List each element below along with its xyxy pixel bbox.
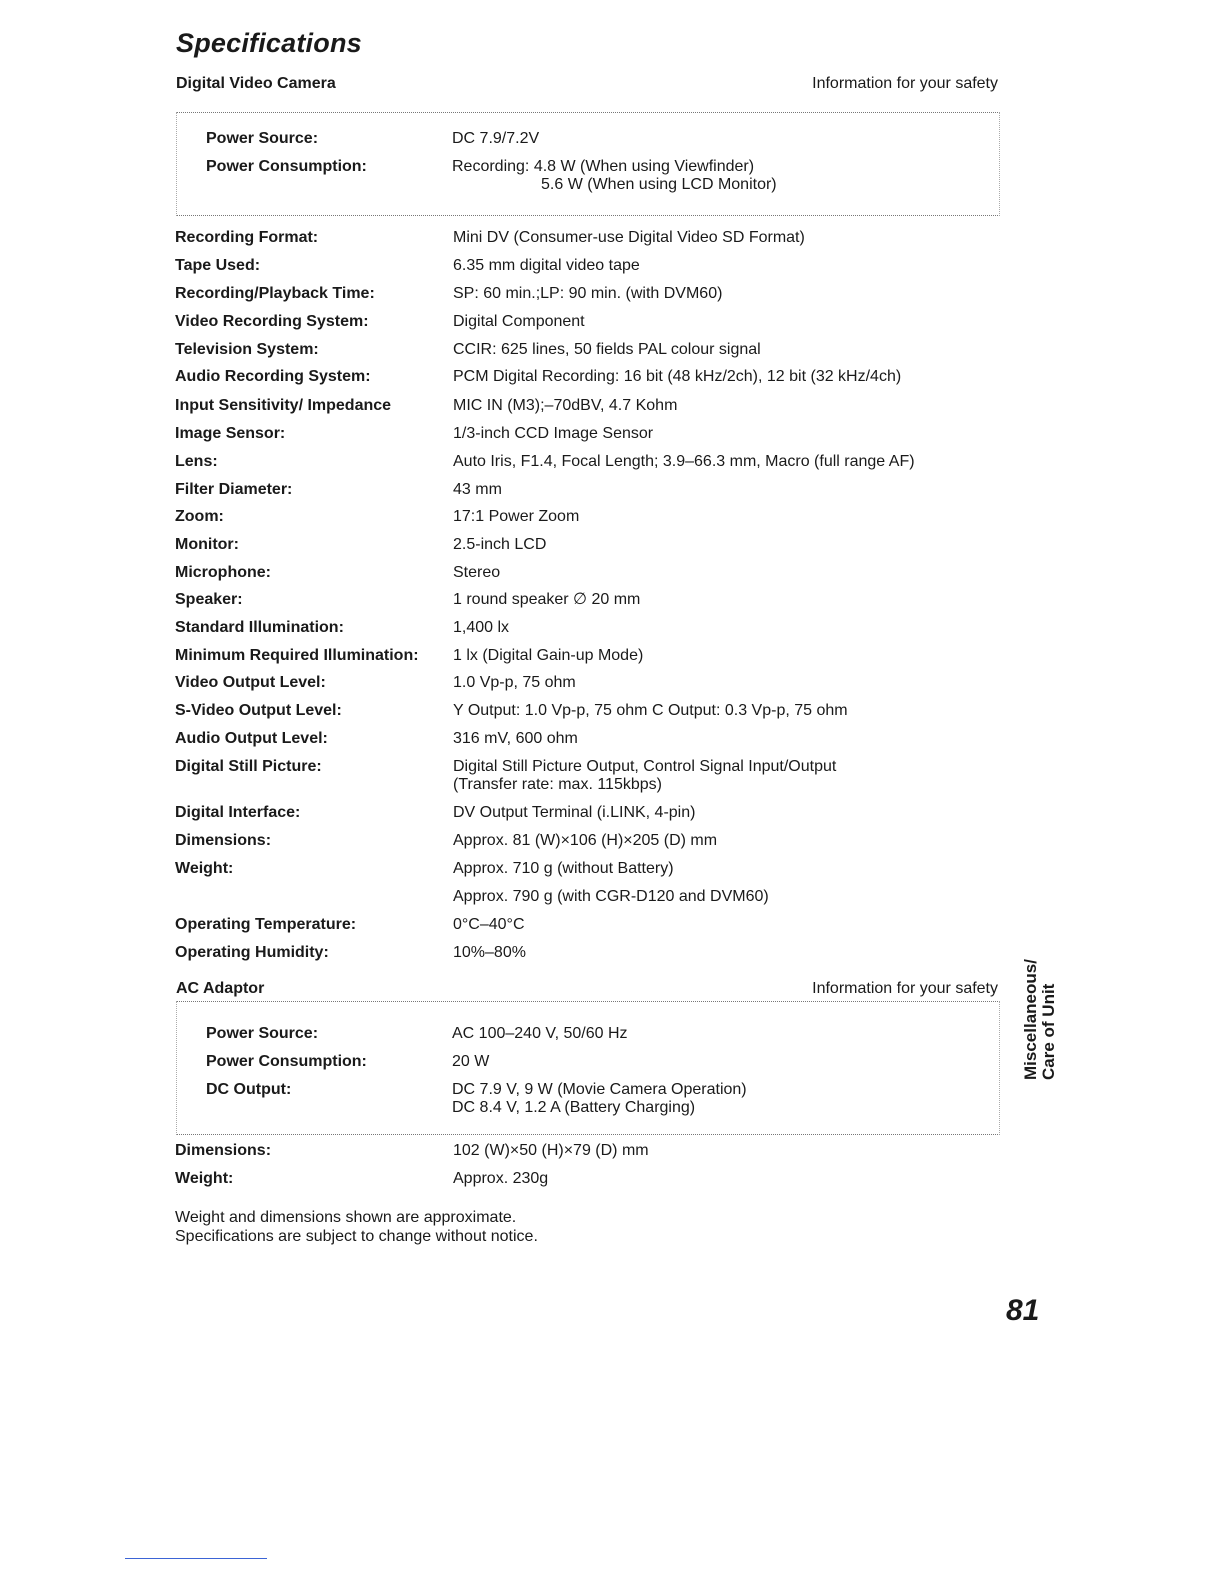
spec-value (452, 158, 986, 194)
spec-value: 1 lx (Digital Gain-up Mode) (453, 647, 644, 664)
camera-spec-row (175, 832, 1005, 850)
page-number: 81 (1006, 1294, 1040, 1327)
spec-value-line: DC 8.4 V, 1.2 A (Battery Charging) (452, 1099, 696, 1116)
camera-spec-row (175, 702, 1005, 720)
camera-spec-row (175, 368, 1005, 386)
spec-label: Monitor: (175, 536, 239, 553)
spec-value: 2.5-inch LCD (453, 536, 547, 553)
spec-label: Power Source: (206, 130, 319, 147)
camera-spec-row (175, 804, 1005, 822)
camera-spec-row (175, 564, 1005, 582)
spec-label: Digital Interface: (175, 804, 301, 821)
spec-value: Approx. 81 (W)×106 (H)×205 (D) mm (453, 832, 718, 849)
spec-label: Video Recording System: (175, 313, 369, 330)
adaptor-spec-row (175, 1142, 1005, 1160)
camera-spec-row (175, 536, 1005, 554)
spec-label: Video Output Level: (175, 674, 326, 691)
spec-label: Standard Illumination: (175, 619, 344, 636)
spec-label: Digital Still Picture: (175, 758, 322, 775)
spec-label: Lens: (175, 453, 218, 470)
spec-label: Microphone: (175, 564, 271, 581)
adaptor-boxed-row (206, 1053, 986, 1071)
spec-label: Dimensions: (175, 832, 272, 849)
camera-spec-row (175, 647, 1005, 665)
spec-value: Digital Component (453, 313, 585, 330)
spec-label: Image Sensor: (175, 425, 286, 442)
page-title: Specifications (176, 28, 362, 58)
camera-heading: Digital Video Camera (176, 75, 336, 92)
camera-boxed-row (206, 158, 986, 194)
camera-spec-row (175, 591, 1005, 609)
camera-section-heading (176, 75, 998, 93)
camera-spec-row (175, 888, 1005, 906)
spec-value: Stereo (453, 564, 501, 581)
spec-label: Weight: (175, 860, 234, 877)
footnote (175, 1208, 538, 1246)
camera-spec-row (175, 425, 1005, 443)
spec-label: Speaker: (175, 591, 243, 608)
camera-spec-row (175, 481, 1005, 499)
camera-safety-label: Information for your safety (812, 75, 998, 92)
spec-value: 1.0 Vp-p, 75 ohm (453, 674, 576, 691)
spec-value (453, 758, 1005, 794)
spec-label: Audio Recording System: (175, 368, 371, 385)
side-tab-line: Miscellaneous/ (1021, 959, 1040, 1080)
spec-label: Television System: (175, 341, 319, 358)
spec-value: 0°C–40°C (453, 916, 525, 933)
spec-value: CCIR: 625 lines, 50 fields PAL colour signal (453, 341, 761, 358)
camera-spec-row (175, 758, 1005, 794)
spec-label (175, 888, 453, 906)
section-side-tab (1022, 959, 1058, 1080)
spec-label: Tape Used: (175, 257, 261, 274)
camera-spec-row (175, 397, 1005, 415)
spec-label: Power Consumption: (206, 1053, 367, 1070)
spec-value: AC 100–240 V, 50/60 Hz (452, 1025, 628, 1042)
spec-value: PCM Digital Recording: 16 bit (48 kHz/2ch), 12 bit (32 kHz/4ch) (453, 368, 902, 385)
camera-spec-row (175, 944, 1005, 962)
spec-value: Approx. 790 g (with CGR-D120 and DVM60) (453, 888, 769, 905)
spec-value: MIC IN (M3);–70dBV, 4.7 Kohm (453, 397, 678, 414)
camera-spec-row (175, 285, 1005, 303)
spec-label: Audio Output Level: (175, 730, 328, 747)
camera-spec-row (175, 860, 1005, 878)
spec-label: DC Output: (206, 1081, 292, 1098)
spec-label: Recording/Playback Time: (175, 285, 375, 302)
spec-value (452, 1081, 986, 1117)
spec-value: 102 (W)×50 (H)×79 (D) mm (453, 1142, 649, 1159)
spec-value-line: Digital Still Picture Output, Control Signal Input/Output (453, 758, 837, 775)
adaptor-heading: AC Adaptor (176, 980, 265, 997)
spec-label: Filter Diameter: (175, 481, 293, 498)
spec-value: Y Output: 1.0 Vp-p, 75 ohm C Output: 0.3 Vp-p, 75 ohm (453, 702, 848, 719)
camera-spec-row (175, 453, 1005, 471)
spec-value-line: DC 7.9 V, 9 W (Movie Camera Operation) (452, 1081, 747, 1098)
spec-label: Operating Temperature: (175, 916, 357, 933)
spec-value: SP: 60 min.;LP: 90 min. (with DVM60) (453, 285, 723, 302)
spec-value: Approx. 230g (453, 1170, 549, 1187)
spec-value: Approx. 710 g (without Battery) (453, 860, 674, 877)
spec-value: Mini DV (Consumer-use Digital Video SD Format) (453, 229, 805, 246)
footer-rule (125, 1558, 267, 1559)
camera-spec-row (175, 916, 1005, 934)
adaptor-safety-label: Information for your safety (812, 980, 998, 997)
spec-value-line: 5.6 W (When using LCD Monitor) (541, 176, 777, 193)
adaptor-section-heading (176, 980, 998, 998)
camera-spec-row (175, 508, 1005, 526)
spec-label: Power Consumption: (206, 158, 367, 175)
camera-spec-row (175, 674, 1005, 692)
adaptor-boxed-row (206, 1025, 986, 1043)
spec-label: Recording Format: (175, 229, 319, 246)
adaptor-spec-row (175, 1170, 1005, 1188)
spec-value: 1,400 lx (453, 619, 510, 636)
spec-value: 6.35 mm digital video tape (453, 257, 640, 274)
camera-spec-row (175, 257, 1005, 275)
spec-value-line: (Transfer rate: max. 115kbps) (453, 776, 662, 793)
spec-label: Minimum Required Illumination: (175, 647, 419, 664)
footnote-line: Specifications are subject to change without notice. (175, 1228, 538, 1245)
spec-value: 20 W (452, 1053, 490, 1070)
camera-spec-row (175, 341, 1005, 359)
camera-spec-row (175, 313, 1005, 331)
camera-spec-row (175, 619, 1005, 637)
spec-label: Input Sensitivity/ Impedance (175, 397, 392, 414)
spec-value: 316 mV, 600 ohm (453, 730, 578, 747)
spec-value: 17:1 Power Zoom (453, 508, 580, 525)
spec-label: Zoom: (175, 508, 224, 525)
spec-label: Power Source: (206, 1025, 319, 1042)
side-tab-line: Care of Unit (1039, 983, 1058, 1080)
spec-value: DV Output Terminal (i.LINK, 4-pin) (453, 804, 696, 821)
spec-value: 10%–80% (453, 944, 526, 961)
camera-spec-row (175, 730, 1005, 748)
spec-value: 1/3-inch CCD Image Sensor (453, 425, 654, 442)
spec-label: Operating Humidity: (175, 944, 329, 961)
spec-value: 1 round speaker ∅ 20 mm (453, 591, 641, 608)
spec-value-line: Recording: 4.8 W (When using Viewfinder) (452, 158, 755, 175)
camera-boxed-row (206, 130, 986, 148)
spec-value: DC 7.9/7.2V (452, 130, 540, 147)
camera-spec-row (175, 229, 1005, 247)
spec-label: Weight: (175, 1170, 234, 1187)
spec-label: S-Video Output Level: (175, 702, 342, 719)
spec-label: Dimensions: (175, 1142, 272, 1159)
spec-value: 43 mm (453, 481, 502, 498)
footnote-line: Weight and dimensions shown are approximate. (175, 1209, 517, 1226)
adaptor-boxed-row (206, 1081, 986, 1117)
spec-value: Auto Iris, F1.4, Focal Length; 3.9–66.3 mm, Macro (full range AF) (453, 453, 915, 470)
